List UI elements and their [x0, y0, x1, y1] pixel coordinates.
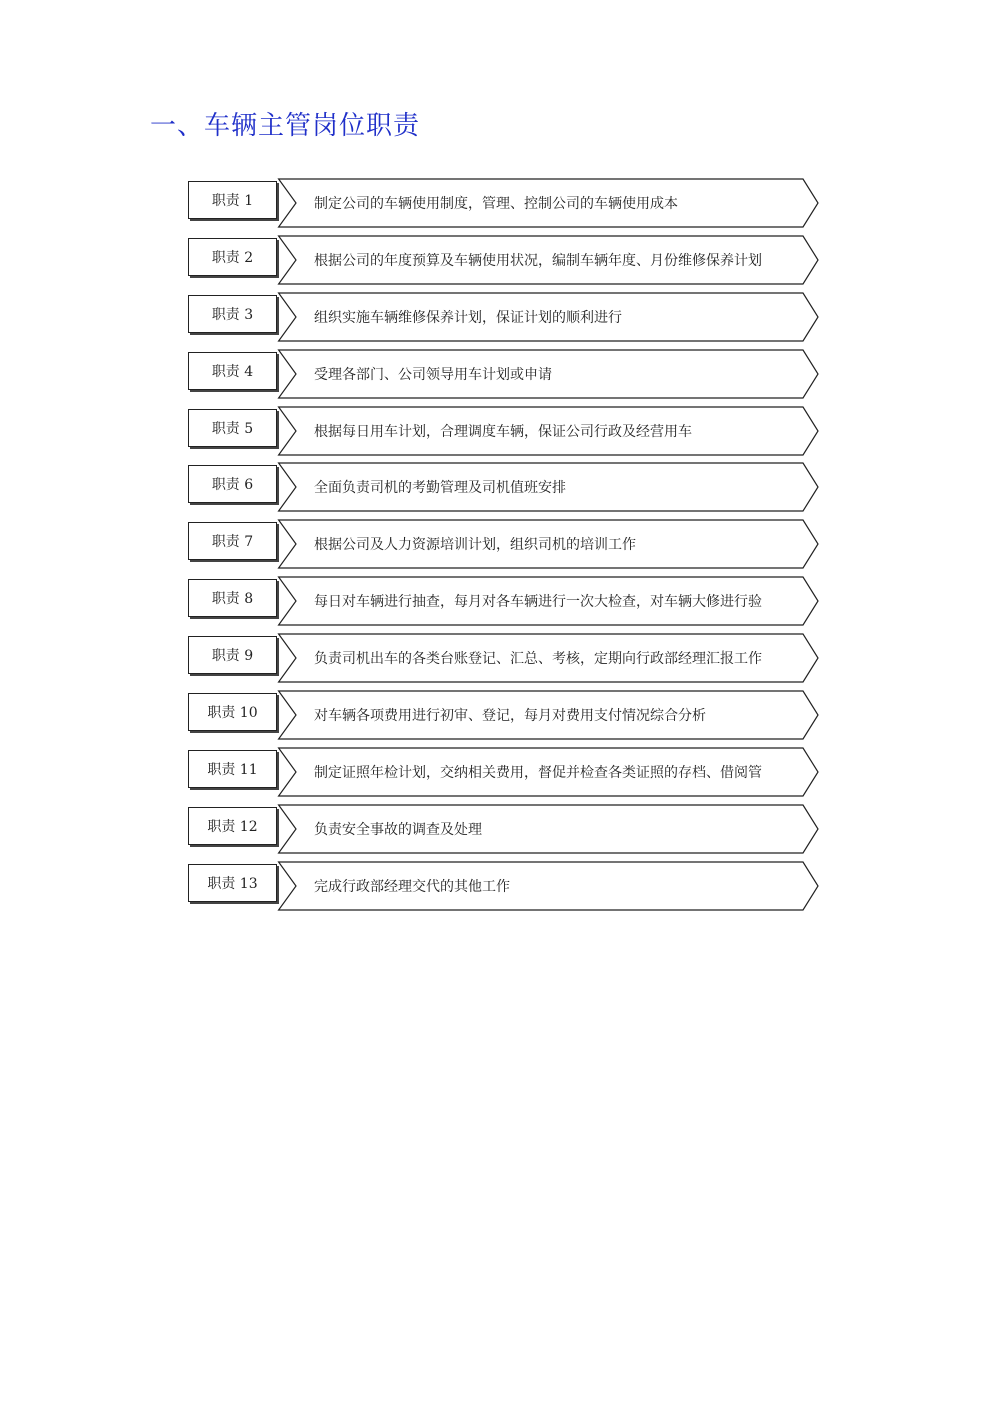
page-title: 一、车辆主管岗位职责 [150, 111, 421, 141]
duty-label: 职责 11 [188, 750, 277, 788]
duty-row [186, 406, 826, 456]
duty-row [186, 633, 826, 683]
duty-row [186, 462, 826, 512]
duty-label: 职责 8 [188, 579, 277, 617]
duty-row [186, 292, 826, 342]
duty-row [186, 690, 826, 740]
duty-label: 职责 13 [188, 864, 277, 902]
duty-row [186, 349, 826, 399]
duty-label: 职责 3 [188, 295, 277, 333]
duty-row [186, 519, 826, 569]
duty-description: 负责司机出车的各类台账登记、汇总、考核，定期向行政部经理汇报工作 [314, 651, 762, 668]
duty-label: 职责 5 [188, 409, 277, 447]
duty-label: 职责 12 [188, 807, 277, 845]
duty-row [186, 804, 826, 854]
duty-description: 根据公司的年度预算及车辆使用状况，编制车辆年度、月份维修保养计划 [314, 252, 762, 269]
duty-row [186, 861, 826, 911]
duty-description: 受理各部门、公司领导用车计划或申请 [314, 366, 552, 383]
duty-description: 完成行政部经理交代的其他工作 [314, 878, 510, 895]
duty-label: 职责 1 [188, 181, 277, 219]
duty-description: 每日对车辆进行抽查，每月对各车辆进行一次大检查，对车辆大修进行验 [314, 594, 762, 611]
duty-row [186, 235, 826, 285]
duty-row [186, 178, 826, 228]
duty-description: 负责安全事故的调查及处理 [314, 821, 482, 838]
duty-label: 职责 4 [188, 352, 277, 390]
duty-description: 全面负责司机的考勤管理及司机值班安排 [314, 480, 566, 497]
duty-description: 制定证照年检计划，交纳相关费用，督促并检查各类证照的存档、借阅管 [314, 764, 762, 781]
duty-label: 职责 7 [188, 522, 277, 560]
duty-description: 组织实施车辆维修保养计划，保证计划的顺利进行 [314, 309, 622, 326]
duty-row [186, 576, 826, 626]
duty-description: 制定公司的车辆使用制度，管理、控制公司的车辆使用成本 [314, 196, 678, 212]
duty-label: 职责 2 [188, 238, 277, 276]
duty-label: 职责 9 [188, 636, 277, 674]
duty-description: 根据每日用车计划，合理调度车辆，保证公司行政及经营用车 [314, 423, 692, 440]
duty-label: 职责 6 [188, 465, 277, 503]
duty-description: 对车辆各项费用进行初审、登记，每月对费用支付情况综合分析 [314, 708, 706, 725]
duty-label: 职责 10 [188, 693, 277, 731]
duty-row [186, 747, 826, 797]
duty-description: 根据公司及人力资源培训计划，组织司机的培训工作 [314, 537, 636, 554]
duty-list [186, 178, 826, 918]
